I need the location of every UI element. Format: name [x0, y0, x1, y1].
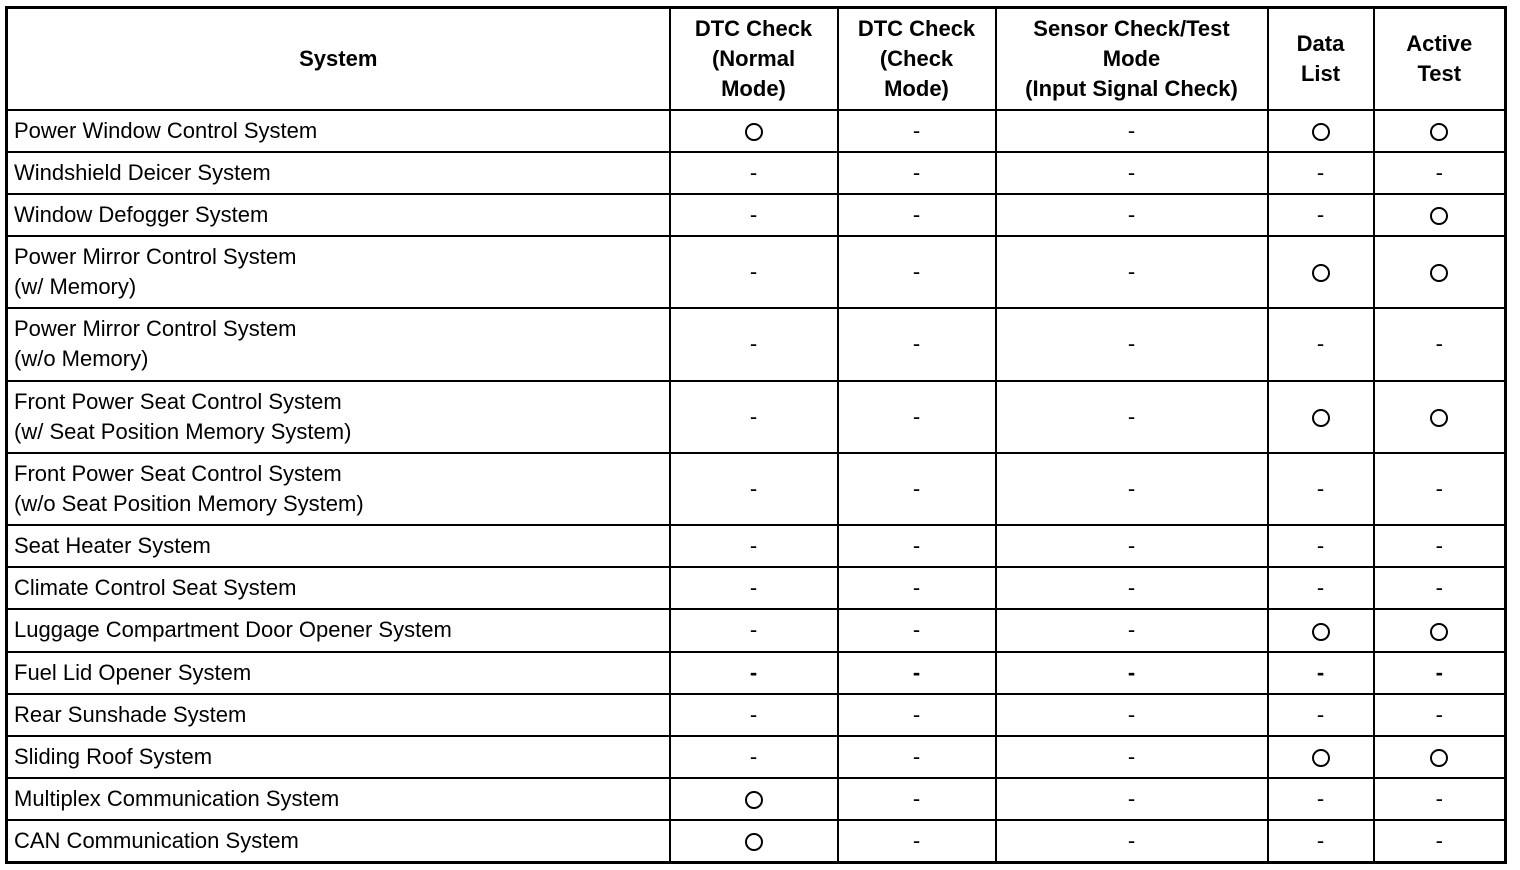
system-name-cell: Climate Control Seat System — [7, 567, 670, 609]
mark-cell — [838, 736, 996, 778]
circle-icon — [745, 123, 763, 141]
table-row — [7, 381, 1506, 453]
dash-mark: - — [1316, 659, 1325, 685]
mark-cell — [670, 308, 838, 380]
table-row — [7, 609, 1506, 651]
mark-cell — [996, 453, 1268, 525]
dash-mark: - — [749, 259, 758, 285]
system-name-cell: Luggage Compartment Door Opener System — [7, 609, 670, 651]
dash-mark: - — [1316, 828, 1325, 854]
circle-icon — [1430, 409, 1448, 427]
mark-cell — [838, 381, 996, 453]
dash-mark: - — [1127, 659, 1136, 685]
mark-cell — [670, 453, 838, 525]
mark-cell — [670, 567, 838, 609]
mark-cell — [838, 652, 996, 694]
mark-cell — [838, 194, 996, 236]
dash-mark: - — [1127, 617, 1136, 643]
mark-cell — [1374, 778, 1506, 820]
system-name-cell: Power Mirror Control System (w/ Memory) — [7, 236, 670, 308]
circle-icon — [1430, 623, 1448, 641]
system-name-cell: CAN Communication System — [7, 820, 670, 862]
mark-cell — [996, 194, 1268, 236]
mark-cell — [996, 152, 1268, 194]
mark-cell — [996, 381, 1268, 453]
mark-cell — [996, 525, 1268, 567]
dash-mark: - — [912, 403, 921, 429]
table-row — [7, 567, 1506, 609]
mark-cell — [670, 525, 838, 567]
mark-cell — [1268, 381, 1374, 453]
system-name-cell: Front Power Seat Control System (w/o Seat Position Memory System) — [7, 453, 670, 525]
dash-mark: - — [1127, 117, 1136, 143]
dash-mark: - — [912, 617, 921, 643]
dash-mark: - — [1435, 701, 1443, 727]
table-row — [7, 308, 1506, 380]
mark-cell — [670, 381, 838, 453]
mark-cell — [838, 820, 996, 862]
circle-icon — [1312, 123, 1330, 141]
header-row — [7, 8, 1506, 110]
mark-cell — [996, 236, 1268, 308]
mark-cell — [996, 736, 1268, 778]
mark-cell — [1268, 152, 1374, 194]
dash-mark: - — [1316, 331, 1325, 357]
mark-cell — [1374, 820, 1506, 862]
table-row — [7, 736, 1506, 778]
system-name-cell: Multiplex Communication System — [7, 778, 670, 820]
mark-cell — [1374, 652, 1506, 694]
mark-cell — [996, 567, 1268, 609]
dash-mark: - — [912, 159, 921, 185]
system-name-cell: Seat Heater System — [7, 525, 670, 567]
mark-cell — [1374, 194, 1506, 236]
mark-cell — [670, 110, 838, 152]
mark-cell — [1374, 736, 1506, 778]
mark-cell — [670, 652, 838, 694]
circle-icon — [1430, 749, 1448, 767]
mark-cell — [1374, 453, 1506, 525]
mark-cell — [838, 152, 996, 194]
table-row — [7, 694, 1506, 736]
mark-cell — [838, 110, 996, 152]
dash-mark: - — [912, 201, 921, 227]
dash-mark: - — [1127, 575, 1136, 601]
dash-mark: - — [749, 617, 758, 643]
dash-mark: - — [912, 259, 921, 285]
dash-mark: - — [1316, 575, 1325, 601]
mark-cell — [670, 736, 838, 778]
dash-mark: - — [1127, 201, 1136, 227]
mark-cell — [996, 778, 1268, 820]
dash-mark: - — [1127, 159, 1136, 185]
dash-mark: - — [912, 659, 921, 685]
mark-cell — [1268, 110, 1374, 152]
mark-cell — [838, 453, 996, 525]
dash-mark: - — [749, 575, 758, 601]
system-name-cell: Power Window Control System — [7, 110, 670, 152]
header-data-list: Data List — [1268, 8, 1374, 110]
mark-cell — [1374, 525, 1506, 567]
dash-mark: - — [1316, 201, 1325, 227]
mark-cell — [1374, 110, 1506, 152]
system-name-cell: Front Power Seat Control System (w/ Seat Position Memory System) — [7, 381, 670, 453]
dash-mark: - — [749, 659, 758, 685]
table-row — [7, 453, 1506, 525]
dash-mark: - — [912, 117, 921, 143]
dash-mark: - — [912, 575, 921, 601]
mark-cell — [996, 694, 1268, 736]
mark-cell — [1268, 820, 1374, 862]
mark-cell — [996, 308, 1268, 380]
mark-cell — [670, 152, 838, 194]
mark-cell — [1268, 567, 1374, 609]
mark-cell — [1268, 652, 1374, 694]
mark-cell — [1268, 308, 1374, 380]
mark-cell — [838, 609, 996, 651]
dash-mark: - — [912, 533, 921, 559]
mark-cell — [670, 609, 838, 651]
table-row — [7, 236, 1506, 308]
mark-cell — [1268, 453, 1374, 525]
system-name-cell: Sliding Roof System — [7, 736, 670, 778]
dash-mark: - — [1127, 533, 1136, 559]
mark-cell — [1268, 694, 1374, 736]
dash-mark: - — [912, 701, 921, 727]
dash-mark: - — [1435, 575, 1443, 601]
mark-cell — [1374, 694, 1506, 736]
dash-mark: - — [1127, 701, 1136, 727]
dash-mark: - — [912, 475, 921, 501]
dash-mark: - — [1435, 786, 1443, 812]
mark-cell — [838, 525, 996, 567]
table-row — [7, 778, 1506, 820]
mark-cell — [1268, 778, 1374, 820]
dash-mark: - — [1316, 159, 1325, 185]
circle-icon — [1312, 409, 1330, 427]
dash-mark: - — [1127, 259, 1136, 285]
dash-mark: - — [1127, 331, 1136, 357]
dash-mark: - — [749, 475, 758, 501]
dash-mark: - — [912, 743, 921, 769]
mark-cell — [1374, 381, 1506, 453]
table-row — [7, 525, 1506, 567]
circle-icon — [1312, 623, 1330, 641]
mark-cell — [670, 236, 838, 308]
mark-cell — [1268, 609, 1374, 651]
mark-cell — [838, 308, 996, 380]
mark-cell — [1374, 567, 1506, 609]
mark-cell — [996, 820, 1268, 862]
dash-mark: - — [1435, 159, 1443, 185]
mark-cell — [838, 778, 996, 820]
table-row — [7, 652, 1506, 694]
table-row — [7, 152, 1506, 194]
mark-cell — [1374, 236, 1506, 308]
dash-mark: - — [912, 331, 921, 357]
dash-mark: - — [1435, 659, 1443, 685]
circle-icon — [1312, 264, 1330, 282]
header-system: System — [7, 8, 670, 110]
dash-mark: - — [1316, 475, 1325, 501]
header-active-test: Active Test — [1374, 8, 1506, 110]
system-name-cell: Window Defogger System — [7, 194, 670, 236]
dash-mark: - — [1127, 786, 1136, 812]
dash-mark: - — [1435, 475, 1443, 501]
mark-cell — [1374, 152, 1506, 194]
circle-icon — [1430, 264, 1448, 282]
dash-mark: - — [749, 331, 758, 357]
table-body — [7, 110, 1506, 863]
mark-cell — [838, 694, 996, 736]
dash-mark: - — [1127, 403, 1136, 429]
dash-mark: - — [1435, 828, 1443, 854]
dash-mark: - — [749, 701, 758, 727]
table-row — [7, 820, 1506, 862]
circle-icon — [745, 791, 763, 809]
circle-icon — [1430, 207, 1448, 225]
header-sensor-check: Sensor Check/Test Mode (Input Signal Check) — [996, 8, 1268, 110]
mark-cell — [1268, 236, 1374, 308]
dash-mark: - — [912, 786, 921, 812]
table-row — [7, 110, 1506, 152]
dash-mark: - — [749, 743, 758, 769]
dash-mark: - — [749, 159, 758, 185]
circle-icon — [745, 833, 763, 851]
dash-mark: - — [1127, 828, 1136, 854]
mark-cell — [1268, 194, 1374, 236]
dash-mark: - — [749, 533, 758, 559]
header-dtc-check: DTC Check (Check Mode) — [838, 8, 996, 110]
dash-mark: - — [1127, 475, 1136, 501]
mark-cell — [1374, 609, 1506, 651]
mark-cell — [670, 694, 838, 736]
mark-cell — [670, 820, 838, 862]
mark-cell — [838, 236, 996, 308]
mark-cell — [996, 609, 1268, 651]
system-name-cell: Windshield Deicer System — [7, 152, 670, 194]
dash-mark: - — [1316, 533, 1325, 559]
circle-icon — [1430, 123, 1448, 141]
system-name-cell: Rear Sunshade System — [7, 694, 670, 736]
dash-mark: - — [1316, 701, 1325, 727]
table-row — [7, 194, 1506, 236]
circle-icon — [1312, 749, 1330, 767]
mark-cell — [838, 567, 996, 609]
mark-cell — [670, 778, 838, 820]
diagnostic-function-table — [5, 6, 1507, 864]
mark-cell — [996, 110, 1268, 152]
mark-cell — [996, 652, 1268, 694]
header-dtc-normal: DTC Check (Normal Mode) — [670, 8, 838, 110]
dash-mark: - — [912, 828, 921, 854]
system-name-cell: Fuel Lid Opener System — [7, 652, 670, 694]
mark-cell — [1268, 525, 1374, 567]
mark-cell — [670, 194, 838, 236]
dash-mark: - — [749, 403, 758, 429]
dash-mark: - — [1435, 533, 1443, 559]
dash-mark: - — [1316, 786, 1325, 812]
dash-mark: - — [749, 201, 758, 227]
mark-cell — [1374, 308, 1506, 380]
system-name-cell: Power Mirror Control System (w/o Memory) — [7, 308, 670, 380]
mark-cell — [1268, 736, 1374, 778]
dash-mark: - — [1127, 743, 1136, 769]
dash-mark: - — [1435, 331, 1443, 357]
